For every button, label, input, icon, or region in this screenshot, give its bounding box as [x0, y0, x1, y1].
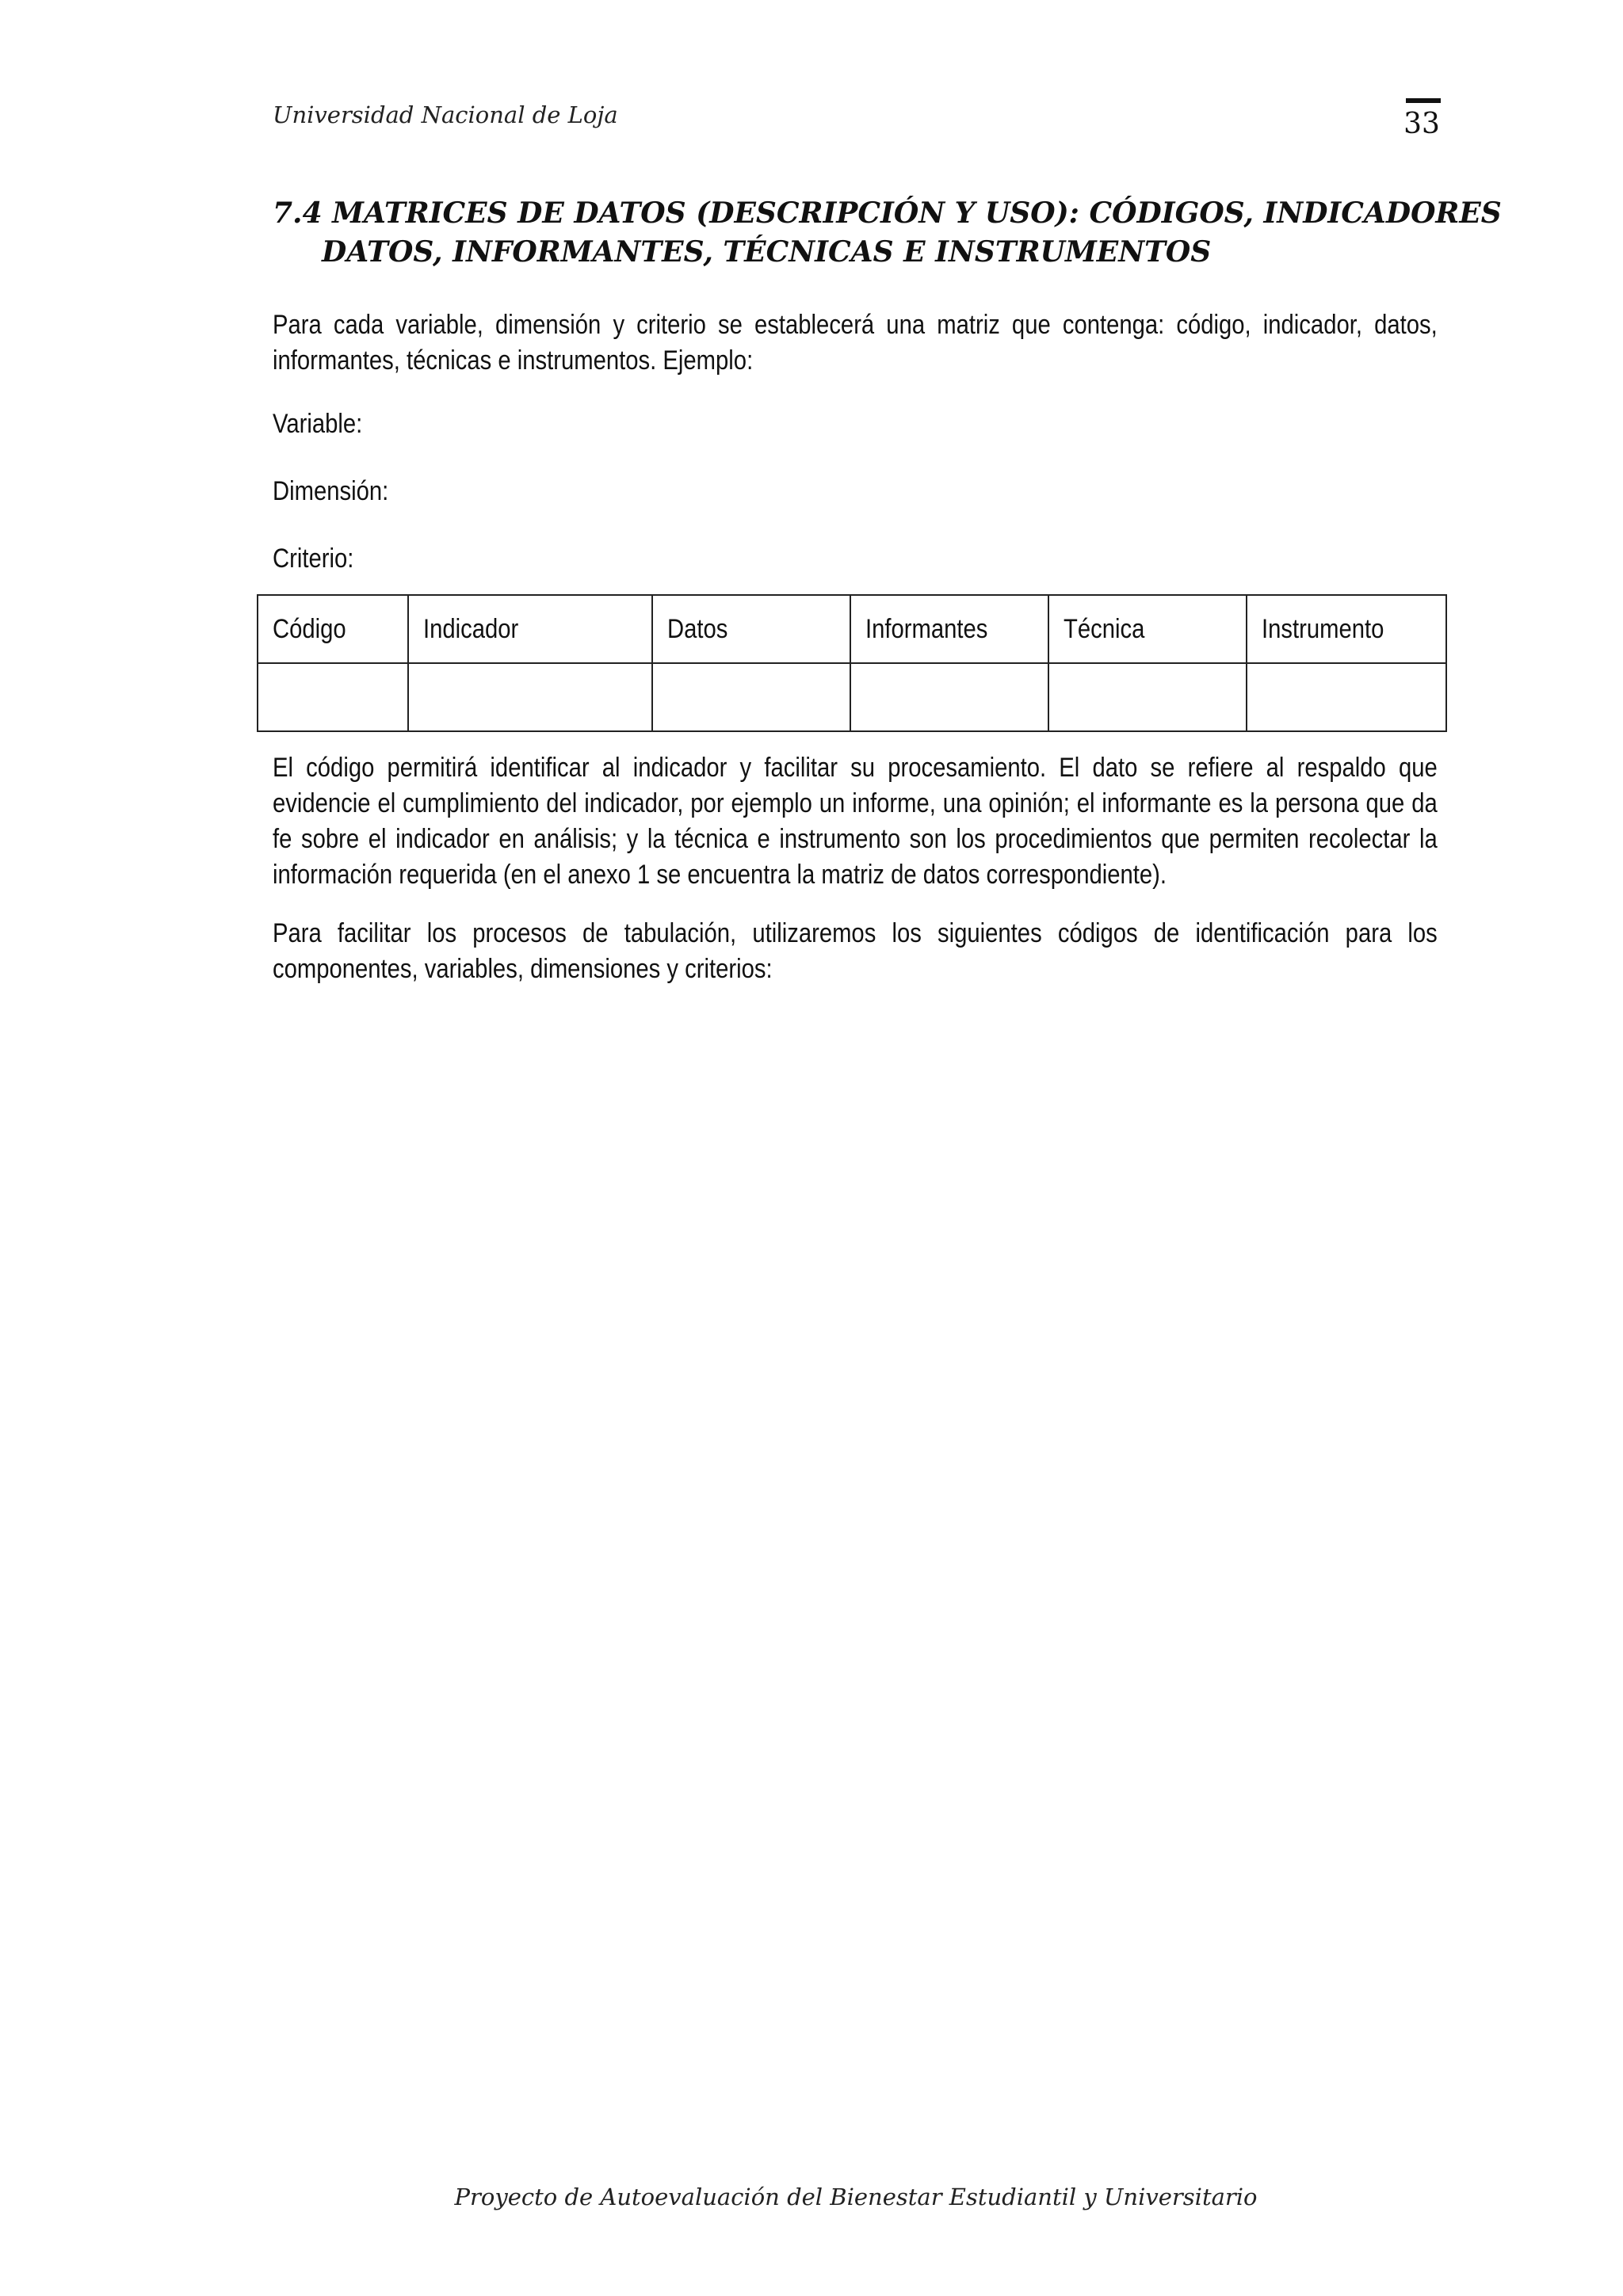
table-cell — [652, 663, 850, 731]
table-cell — [1247, 663, 1446, 731]
section-title-line2: DATOS, INFORMANTES, TÉCNICAS E INSTRUMENTOS — [322, 235, 1212, 269]
dimension-label: Dimensión: — [273, 476, 389, 506]
column-header-instrumento: Instrumento — [1247, 595, 1446, 663]
data-matrix-table — [257, 594, 1447, 732]
table-cell — [1048, 663, 1247, 731]
page-number: 33 — [1403, 108, 1440, 140]
column-header-indicador: Indicador — [408, 595, 652, 663]
page-number-rule — [1406, 98, 1441, 103]
variable-label: Variable: — [273, 409, 363, 439]
table-row — [258, 663, 1446, 731]
explanation-paragraph — [273, 750, 1438, 893]
closing-text: Para facilitar los procesos de tabulación, utilizaremos los siguientes códigos de identificación para los componentes, variables, dimensiones y criterios: — [273, 918, 1438, 984]
intro-paragraph — [273, 307, 1438, 379]
section-title-line1: 7.4 MATRICES DE DATOS (DESCRIPCIÓN Y USO): CÓDIGOS, INDICADORES — [273, 196, 1502, 230]
table-header-row — [258, 595, 1446, 663]
section-title — [273, 194, 1502, 272]
column-header-informantes: Informantes — [850, 595, 1048, 663]
column-header-codigo: Código — [258, 595, 408, 663]
explanation-text: El código permitirá identificar al indicador y facilitar su procesamiento. El dato se refiere al respaldo que evidencie el cumplimiento del indicador, por ejemplo un informe, una opinión; el informante es la persona que da fe sobre el indicador en análisis; y la técnica e instrumento son los procedimientos que permiten recolectar la información requerida (en el anexo 1 se encuentra la matriz de datos correspondiente). — [273, 753, 1438, 890]
column-header-datos: Datos — [652, 595, 850, 663]
page-footer: Proyecto de Autoevaluación del Bienestar Estudiantil y Universitario — [454, 2183, 1258, 2210]
column-header-tecnica: Técnica — [1048, 595, 1247, 663]
criterio-label: Criterio: — [273, 543, 354, 574]
table-cell — [258, 663, 408, 731]
header-institution: Universidad Nacional de Loja — [273, 101, 618, 128]
table-cell — [408, 663, 652, 731]
intro-text: Para cada variable, dimensión y criterio se establecerá una matriz que contenga: código, indicador, datos, informantes, técnicas e instrumentos. Ejemplo: — [273, 310, 1438, 376]
table-cell — [850, 663, 1048, 731]
closing-paragraph — [273, 916, 1438, 987]
